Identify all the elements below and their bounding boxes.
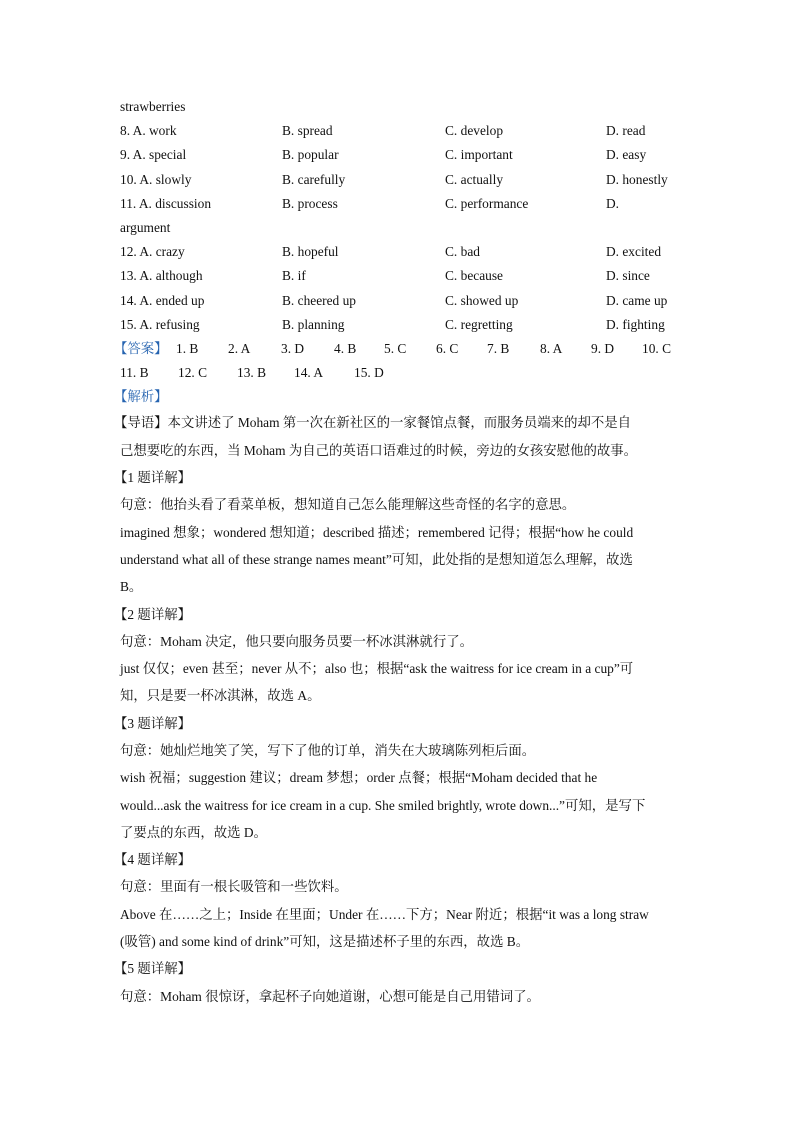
option-b: B. popular [282,147,339,163]
answer-item: 1. B [176,340,199,356]
answer-item: 14. A [294,365,324,381]
option-b: B. cheered up [282,292,356,308]
intro-line: 己想要吃的东西，当 Moham 为自己的英语口语难过的时候，旁边的女孩安慰他的故事。 [120,442,638,458]
option-b: B. spread [282,123,333,139]
section-line: 句意：Moham 很惊讶，拿起杯子向她道谢，心想可能是自己用错词了。 [120,988,540,1004]
section-line: would...ask the waitress for ice cream in a cup. She smiled brightly, wrote down...”可知，是写下 [120,797,646,813]
option-num: 13. A. although [120,268,203,284]
option-row [120,143,680,167]
answer-item: 4. B [334,340,357,356]
section-line: 知，只是要一杯冰淇淋，故选 A。 [120,688,321,704]
option-row [120,240,680,264]
option-c: C. because [445,268,504,284]
option-row [120,264,680,288]
section-line: Above 在……之上；Inside 在里面；Under 在……下方；Near 附近；根据“it was a long straw [120,906,649,922]
answer-item: 5. C [384,340,407,356]
option-b: B. hopeful [282,244,339,260]
option-row [120,216,680,240]
section-line: 句意：Moham 决定，他只要向服务员要一杯冰淇淋就行了。 [120,633,473,649]
option-c: C. actually [445,171,504,187]
section-title: 【5 题详解】 [114,961,191,977]
intro-paragraph [114,409,680,464]
option-b: B. process [282,195,338,211]
option-d: D. came up [606,292,668,308]
options-list [120,119,680,337]
section-title: 【2 题详解】 [114,606,191,622]
section-line: 了要点的东西，故选 D。 [120,824,267,840]
option-d: D. honestly [606,171,668,187]
section-title: 【3 题详解】 [114,715,191,731]
intro-line: 【导语】本文讲述了 Moham 第一次在新社区的一家餐馆点餐，而服务员端来的却不是自 [114,415,632,431]
option-d: D. fighting [606,316,665,332]
option-c: C. develop [445,123,504,139]
option-row [120,289,680,313]
option-num: 11. A. discussion [120,195,212,211]
answer-item: 12. C [178,365,208,381]
option-c: C. important [445,147,513,163]
option-num: 9. A. special [120,147,187,163]
answer-item: 11. B [120,365,149,381]
option-num: argument [120,219,171,235]
option-c: C. regretting [445,316,513,332]
section-line: wish 祝福；suggestion 建议；dream 梦想；order 点餐；根据“Moham decided that he [120,770,598,786]
option-c: C. bad [445,244,480,260]
answer-item: 7. B [487,340,510,356]
option-row [120,119,680,143]
option-c: C. performance [445,195,529,211]
section-title: 【1 题详解】 [114,470,191,486]
answer-row-1 [114,337,680,361]
option-num: 8. A. work [120,123,177,139]
option-c: C. showed up [445,292,519,308]
section-line: just 仅仅；even 甚至；never 从不；also 也；根据“ask the waitress for ice cream in a cup”可 [120,661,634,677]
document-page [114,95,680,1010]
answer-item: 13. B [237,365,267,381]
option-d: D. [606,195,620,211]
section-title: 【4 题详解】 [114,852,191,868]
top-word: strawberries [120,99,186,114]
detail-sections [114,464,680,1010]
option-row [120,192,680,216]
option-row [120,313,680,337]
option-b: B. if [282,268,306,284]
option-b: B. planning [282,316,345,332]
section-line: B。 [120,579,143,595]
answer-row-2 [120,361,680,385]
answer-label: 【答案】 [114,340,168,356]
answer-item: 8. A [540,340,563,356]
section-line: 句意：她灿烂地笑了笑，写下了他的订单，消失在大玻璃陈列柜后面。 [120,743,536,758]
option-b: B. carefully [282,171,346,187]
option-num: 10. A. slowly [120,171,192,187]
option-d: D. since [606,268,650,284]
section-line: 句意：里面有一根长吸管和一些饮料。 [120,879,348,895]
option-d: D. excited [606,244,662,260]
option-d: D. easy [606,147,647,163]
section-line: imagined 想象；wondered 想知道；described 描述；remembered 记得；根据“how he could [120,524,634,540]
section-line: (吸管) and some kind of drink”可知，这是描述杯子里的东西，故选 B。 [120,934,530,950]
analysis-label: 【解析】 [114,389,168,405]
answer-item: 15. D [354,365,384,381]
section-line: 句意：他抬头看了看菜单板，想知道自己怎么能理解这些奇怪的名字的意思。 [120,497,576,513]
answer-item: 2. A [228,340,251,356]
option-num: 12. A. crazy [120,244,185,260]
option-row [120,168,680,192]
answer-item: 3. D [281,340,305,356]
answer-item: 6. C [436,340,459,356]
option-num: 14. A. ended up [120,292,205,308]
section-line: understand what all of these strange names meant”可知，此处指的是想知道怎么理解，故选 [120,551,633,567]
option-d: D. read [606,123,646,139]
option-num: 15. A. refusing [120,316,200,332]
answer-item: 10. C [642,340,672,356]
answer-item: 9. D [591,340,615,356]
